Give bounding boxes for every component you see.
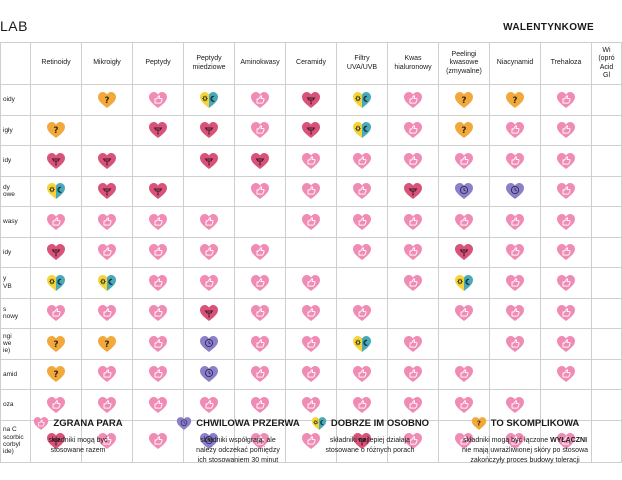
row-label: dy owe bbox=[1, 176, 31, 207]
column-header: Wi (opró Acid Gl bbox=[592, 43, 622, 85]
compatibility-cell bbox=[541, 359, 592, 390]
thumbs-up-heart-icon bbox=[250, 304, 270, 322]
compatibility-cell bbox=[337, 329, 388, 360]
diamond-heart-icon bbox=[199, 121, 219, 139]
compatibility-cell bbox=[388, 298, 439, 329]
thumbs-up-heart-icon bbox=[250, 274, 270, 292]
compatibility-cell bbox=[541, 237, 592, 268]
thumbs-up-heart-icon bbox=[301, 152, 321, 170]
compatibility-cell bbox=[31, 329, 82, 360]
thumbs-up-heart-icon bbox=[454, 365, 474, 383]
table-row bbox=[1, 115, 622, 146]
svg-text:?: ? bbox=[104, 95, 110, 106]
compatibility-cell bbox=[31, 237, 82, 268]
compatibility-cell bbox=[490, 359, 541, 390]
compatibility-cell bbox=[235, 85, 286, 116]
legend-title: DOBRZE IM OSOBNO bbox=[330, 418, 430, 429]
thumbs-up-heart-icon bbox=[403, 121, 423, 139]
sun-moon-heart-icon bbox=[352, 91, 372, 109]
thumbs-up-heart-icon bbox=[505, 243, 525, 261]
question-heart-icon bbox=[97, 335, 117, 353]
compatibility-cell bbox=[184, 85, 235, 116]
diamond-heart-icon bbox=[454, 243, 474, 261]
compatibility-cell bbox=[184, 207, 235, 238]
sun-moon-heart-icon bbox=[46, 274, 66, 292]
sun-moon-heart-icon bbox=[311, 416, 327, 431]
clock-heart-icon bbox=[199, 365, 219, 383]
thumbs-up-heart-icon bbox=[556, 304, 576, 322]
legend-title: ZGRANA PARA bbox=[53, 418, 123, 429]
compatibility-cell bbox=[337, 359, 388, 390]
thumbs-up-heart-icon bbox=[352, 304, 372, 322]
compatibility-cell bbox=[184, 298, 235, 329]
compatibility-cell bbox=[490, 207, 541, 238]
compatibility-cell bbox=[541, 329, 592, 360]
thumbs-up-heart-icon bbox=[403, 365, 423, 383]
compatibility-cell bbox=[133, 115, 184, 146]
row-label: amid bbox=[1, 359, 31, 390]
table-row bbox=[1, 207, 622, 238]
compatibility-cell bbox=[133, 176, 184, 207]
compatibility-cell bbox=[31, 176, 82, 207]
column-header: Ceramidy bbox=[286, 43, 337, 85]
thumbs-up-heart-icon bbox=[97, 304, 117, 322]
clock-heart-icon bbox=[505, 182, 525, 200]
compatibility-cell bbox=[439, 207, 490, 238]
column-header: Retinoidy bbox=[31, 43, 82, 85]
compatibility-cell bbox=[235, 146, 286, 177]
compatibility-cell bbox=[439, 176, 490, 207]
legend-item bbox=[440, 416, 610, 466]
compatibility-cell bbox=[388, 115, 439, 146]
compatibility-cell bbox=[286, 329, 337, 360]
svg-text:?: ? bbox=[53, 339, 59, 350]
thumbs-up-heart-icon bbox=[454, 304, 474, 322]
svg-text:?: ? bbox=[512, 95, 518, 106]
compatibility-cell bbox=[388, 329, 439, 360]
question-heart-icon bbox=[454, 91, 474, 109]
thumbs-up-heart-icon bbox=[250, 243, 270, 261]
row-label: ngi we ie) bbox=[1, 329, 31, 360]
compatibility-cell bbox=[592, 237, 622, 268]
compatibility-cell bbox=[82, 359, 133, 390]
compatibility-cell bbox=[388, 146, 439, 177]
compatibility-cell bbox=[133, 237, 184, 268]
row-label: s nowy bbox=[1, 298, 31, 329]
thumbs-up-heart-icon bbox=[250, 91, 270, 109]
compatibility-cell bbox=[286, 176, 337, 207]
row-label: idy bbox=[1, 146, 31, 177]
compatibility-cell bbox=[82, 207, 133, 238]
brand-logo: LAB bbox=[0, 18, 28, 34]
table-row bbox=[1, 85, 622, 116]
thumbs-up-heart-icon bbox=[403, 152, 423, 170]
compatibility-cell bbox=[490, 115, 541, 146]
compatibility-cell bbox=[490, 268, 541, 299]
legend-description: składniki mogą być stosowane razem bbox=[48, 437, 108, 455]
compatibility-cell bbox=[592, 298, 622, 329]
compatibility-cell bbox=[184, 146, 235, 177]
compatibility-cell bbox=[439, 329, 490, 360]
diamond-heart-icon bbox=[301, 91, 321, 109]
thumbs-up-heart-icon bbox=[403, 213, 423, 231]
legend-desc-text: nie mają uwrażliwionej skóry po stosowa zakończyły proces budowy toleracji bbox=[461, 447, 589, 465]
thumbs-up-heart-icon bbox=[352, 213, 372, 231]
compatibility-cell bbox=[388, 268, 439, 299]
thumbs-up-heart-icon bbox=[148, 304, 168, 322]
compatibility-cell bbox=[31, 298, 82, 329]
thumbs-up-heart-icon bbox=[505, 335, 525, 353]
compatibility-cell bbox=[235, 329, 286, 360]
compatibility-cell bbox=[490, 85, 541, 116]
sun-moon-heart-icon bbox=[46, 182, 66, 200]
thumbs-up-heart-icon bbox=[148, 335, 168, 353]
compatibility-cell bbox=[82, 115, 133, 146]
row-label: oidy bbox=[1, 85, 31, 116]
compatibility-cell bbox=[235, 207, 286, 238]
diamond-heart-icon bbox=[199, 152, 219, 170]
column-header: Peelingi kwasowe (zmywalne) bbox=[439, 43, 490, 85]
sun-moon-heart-icon bbox=[454, 274, 474, 292]
thumbs-up-heart-icon bbox=[148, 213, 168, 231]
diamond-heart-icon bbox=[148, 121, 168, 139]
svg-text:?: ? bbox=[476, 418, 481, 428]
compatibility-cell bbox=[31, 85, 82, 116]
thumbs-up-heart-icon bbox=[250, 335, 270, 353]
compatibility-cell bbox=[592, 329, 622, 360]
thumbs-up-heart-icon bbox=[250, 182, 270, 200]
svg-text:?: ? bbox=[461, 125, 467, 136]
compatibility-cell bbox=[337, 85, 388, 116]
compatibility-cell bbox=[541, 268, 592, 299]
sun-moon-heart-icon bbox=[352, 335, 372, 353]
compatibility-cell bbox=[184, 237, 235, 268]
compatibility-cell bbox=[337, 207, 388, 238]
compatibility-cell bbox=[184, 176, 235, 207]
diamond-heart-icon bbox=[97, 152, 117, 170]
column-header: Peptydy miedziowe bbox=[184, 43, 235, 85]
row-label: idy bbox=[1, 237, 31, 268]
legend-item bbox=[18, 416, 138, 456]
thumbs-up-heart-icon bbox=[352, 365, 372, 383]
diamond-heart-icon bbox=[148, 182, 168, 200]
table-row bbox=[1, 146, 622, 177]
compatibility-cell bbox=[286, 115, 337, 146]
compatibility-cell bbox=[592, 359, 622, 390]
row-label: oza bbox=[1, 390, 31, 421]
thumbs-up-heart-icon bbox=[556, 152, 576, 170]
compatibility-cell bbox=[235, 359, 286, 390]
column-header: Trehaloza bbox=[541, 43, 592, 85]
diamond-heart-icon bbox=[46, 243, 66, 261]
compatibility-cell bbox=[133, 268, 184, 299]
question-heart-icon bbox=[46, 121, 66, 139]
diamond-heart-icon bbox=[250, 152, 270, 170]
row-label: y VB bbox=[1, 268, 31, 299]
column-header: Niacynamid bbox=[490, 43, 541, 85]
compatibility-cell bbox=[592, 85, 622, 116]
compatibility-cell bbox=[184, 329, 235, 360]
thumbs-up-heart-icon bbox=[556, 335, 576, 353]
compatibility-cell bbox=[133, 329, 184, 360]
compatibility-cell bbox=[184, 359, 235, 390]
compatibility-cell bbox=[31, 359, 82, 390]
compatibility-cell bbox=[286, 207, 337, 238]
table-row bbox=[1, 359, 622, 390]
question-heart-icon bbox=[46, 335, 66, 353]
column-header: Kwas hialuronowy bbox=[388, 43, 439, 85]
compatibility-cell bbox=[490, 298, 541, 329]
compatibility-cell bbox=[541, 115, 592, 146]
compatibility-cell bbox=[388, 359, 439, 390]
compatibility-cell bbox=[31, 146, 82, 177]
compatibility-cell bbox=[184, 115, 235, 146]
thumbs-up-heart-icon bbox=[352, 182, 372, 200]
compatibility-cell bbox=[541, 85, 592, 116]
diamond-heart-icon bbox=[46, 152, 66, 170]
compatibility-cell bbox=[31, 115, 82, 146]
compatibility-cell bbox=[592, 176, 622, 207]
compatibility-cell bbox=[388, 237, 439, 268]
compatibility-cell bbox=[439, 237, 490, 268]
svg-text:?: ? bbox=[104, 339, 110, 350]
question-heart-icon bbox=[471, 416, 487, 431]
row-label: na C scorbic corbyl ide) bbox=[1, 420, 31, 462]
thumbs-up-heart-icon bbox=[403, 243, 423, 261]
compatibility-cell bbox=[439, 115, 490, 146]
compatibility-cell bbox=[286, 359, 337, 390]
thumbs-up-heart-icon bbox=[403, 91, 423, 109]
row-label: wasy bbox=[1, 207, 31, 238]
table-row bbox=[1, 329, 622, 360]
compatibility-cell bbox=[286, 146, 337, 177]
legend-description bbox=[440, 436, 610, 466]
compatibility-cell bbox=[286, 85, 337, 116]
thumbs-up-heart-icon bbox=[199, 213, 219, 231]
thumbs-up-heart-icon bbox=[301, 335, 321, 353]
thumbs-up-heart-icon bbox=[148, 365, 168, 383]
thumbs-up-heart-icon bbox=[454, 152, 474, 170]
question-heart-icon bbox=[505, 91, 525, 109]
thumbs-up-heart-icon bbox=[352, 152, 372, 170]
compatibility-cell bbox=[541, 298, 592, 329]
thumbs-up-heart-icon bbox=[505, 274, 525, 292]
thumbs-up-heart-icon bbox=[33, 416, 49, 431]
compatibility-cell bbox=[235, 237, 286, 268]
compatibility-cell bbox=[388, 176, 439, 207]
compatibility-cell bbox=[337, 298, 388, 329]
compatibility-cell bbox=[133, 85, 184, 116]
compatibility-cell bbox=[82, 237, 133, 268]
question-heart-icon bbox=[46, 365, 66, 383]
thumbs-up-heart-icon bbox=[556, 91, 576, 109]
compatibility-cell bbox=[31, 268, 82, 299]
compatibility-cell bbox=[82, 146, 133, 177]
thumbs-up-heart-icon bbox=[97, 365, 117, 383]
diamond-heart-icon bbox=[199, 304, 219, 322]
compatibility-cell bbox=[337, 268, 388, 299]
thumbs-up-heart-icon bbox=[250, 121, 270, 139]
compatibility-cell bbox=[490, 329, 541, 360]
compatibility-cell bbox=[388, 85, 439, 116]
row-label: igły bbox=[1, 115, 31, 146]
column-header: Mikroigły bbox=[82, 43, 133, 85]
header-row bbox=[1, 43, 622, 85]
thumbs-up-heart-icon bbox=[352, 243, 372, 261]
compatibility-cell bbox=[286, 298, 337, 329]
thumbs-up-heart-icon bbox=[148, 243, 168, 261]
compatibility-cell bbox=[541, 176, 592, 207]
legend-heading bbox=[168, 416, 308, 431]
compatibility-cell bbox=[439, 146, 490, 177]
compatibility-cell bbox=[235, 268, 286, 299]
column-header: Peptydy bbox=[133, 43, 184, 85]
thumbs-up-heart-icon bbox=[301, 213, 321, 231]
legend-heading bbox=[18, 416, 138, 431]
compatibility-cell bbox=[184, 268, 235, 299]
thumbs-up-heart-icon bbox=[505, 213, 525, 231]
legend-desc-emphasis: WYŁĄCZNI bbox=[550, 437, 588, 444]
question-heart-icon bbox=[454, 121, 474, 139]
legend-item bbox=[300, 416, 440, 456]
compatibility-cell bbox=[235, 115, 286, 146]
thumbs-up-heart-icon bbox=[454, 213, 474, 231]
thumbs-up-heart-icon bbox=[199, 274, 219, 292]
table-row bbox=[1, 237, 622, 268]
clock-heart-icon bbox=[454, 182, 474, 200]
thumbs-up-heart-icon bbox=[505, 304, 525, 322]
column-header: Filtry UVA/UVB bbox=[337, 43, 388, 85]
legend-title: CHWILOWA PRZERWA bbox=[196, 418, 300, 429]
legend bbox=[0, 408, 600, 480]
thumbs-up-heart-icon bbox=[199, 243, 219, 261]
compatibility-cell bbox=[439, 268, 490, 299]
legend-description: składniki współgrają, ale należy odczekać pomiędzy ich stosowaniem 30 minut bbox=[196, 437, 280, 465]
legend-description: składniki najlepiej działają stosowane o różnych porach bbox=[325, 437, 415, 455]
svg-text:?: ? bbox=[461, 95, 467, 106]
compatibility-cell bbox=[439, 85, 490, 116]
compatibility-cell bbox=[133, 298, 184, 329]
compatibility-cell bbox=[337, 237, 388, 268]
compatibility-cell bbox=[439, 298, 490, 329]
thumbs-up-heart-icon bbox=[556, 365, 576, 383]
thumbs-up-heart-icon bbox=[403, 335, 423, 353]
compatibility-cell bbox=[82, 85, 133, 116]
thumbs-up-heart-icon bbox=[556, 182, 576, 200]
compatibility-cell bbox=[490, 237, 541, 268]
clock-heart-icon bbox=[199, 335, 219, 353]
legend-title: TO SKOMPLIKOWA bbox=[490, 418, 580, 429]
thumbs-up-heart-icon bbox=[505, 121, 525, 139]
diamond-heart-icon bbox=[97, 182, 117, 200]
compatibility-cell bbox=[286, 237, 337, 268]
thumbs-up-heart-icon bbox=[301, 365, 321, 383]
compatibility-cell bbox=[235, 298, 286, 329]
legend-desc-text: składniki mogą być łączone bbox=[462, 437, 551, 444]
sun-moon-heart-icon bbox=[97, 274, 117, 292]
thumbs-up-heart-icon bbox=[250, 365, 270, 383]
thumbs-up-heart-icon bbox=[46, 213, 66, 231]
compatibility-cell bbox=[541, 207, 592, 238]
diamond-heart-icon bbox=[403, 182, 423, 200]
compatibility-cell bbox=[82, 329, 133, 360]
question-heart-icon bbox=[97, 91, 117, 109]
legend-heading bbox=[300, 416, 440, 431]
svg-text:?: ? bbox=[53, 369, 59, 380]
thumbs-up-heart-icon bbox=[148, 91, 168, 109]
compatibility-cell bbox=[592, 268, 622, 299]
compatibility-cell bbox=[490, 146, 541, 177]
thumbs-up-heart-icon bbox=[556, 213, 576, 231]
compatibility-cell bbox=[82, 176, 133, 207]
compatibility-cell bbox=[439, 359, 490, 390]
thumbs-up-heart-icon bbox=[301, 304, 321, 322]
thumbs-up-heart-icon bbox=[301, 274, 321, 292]
corner-cell bbox=[1, 43, 31, 85]
compatibility-cell bbox=[82, 298, 133, 329]
compatibility-cell bbox=[286, 268, 337, 299]
compatibility-table bbox=[0, 42, 622, 463]
table-row bbox=[1, 298, 622, 329]
thumbs-up-heart-icon bbox=[556, 274, 576, 292]
column-header: Aminokwasy bbox=[235, 43, 286, 85]
table-row bbox=[1, 176, 622, 207]
compatibility-cell bbox=[541, 146, 592, 177]
compatibility-cell bbox=[337, 176, 388, 207]
compatibility-cell bbox=[31, 207, 82, 238]
compatibility-cell bbox=[82, 268, 133, 299]
compatibility-cell bbox=[592, 115, 622, 146]
legend-heading bbox=[440, 416, 610, 431]
compatibility-cell bbox=[592, 146, 622, 177]
compatibility-cell bbox=[235, 176, 286, 207]
thumbs-up-heart-icon bbox=[148, 274, 168, 292]
compatibility-cell bbox=[133, 207, 184, 238]
compatibility-cell bbox=[388, 207, 439, 238]
compatibility-cell bbox=[592, 207, 622, 238]
thumbs-up-heart-icon bbox=[556, 243, 576, 261]
thumbs-up-heart-icon bbox=[556, 121, 576, 139]
thumbs-up-heart-icon bbox=[97, 213, 117, 231]
clock-heart-icon bbox=[176, 416, 192, 431]
page-title: WALENTYNKOWE bbox=[503, 22, 594, 33]
thumbs-up-heart-icon bbox=[505, 152, 525, 170]
sun-moon-heart-icon bbox=[352, 121, 372, 139]
compatibility-cell bbox=[337, 115, 388, 146]
legend-item bbox=[168, 416, 308, 466]
compatibility-cell bbox=[133, 359, 184, 390]
thumbs-up-heart-icon bbox=[46, 304, 66, 322]
compatibility-cell bbox=[490, 176, 541, 207]
svg-text:?: ? bbox=[53, 125, 59, 136]
thumbs-up-heart-icon bbox=[301, 182, 321, 200]
table-row bbox=[1, 268, 622, 299]
sun-moon-heart-icon bbox=[199, 91, 219, 109]
thumbs-up-heart-icon bbox=[97, 243, 117, 261]
thumbs-up-heart-icon bbox=[403, 274, 423, 292]
compatibility-cell bbox=[337, 146, 388, 177]
compatibility-cell bbox=[133, 146, 184, 177]
diamond-heart-icon bbox=[301, 121, 321, 139]
